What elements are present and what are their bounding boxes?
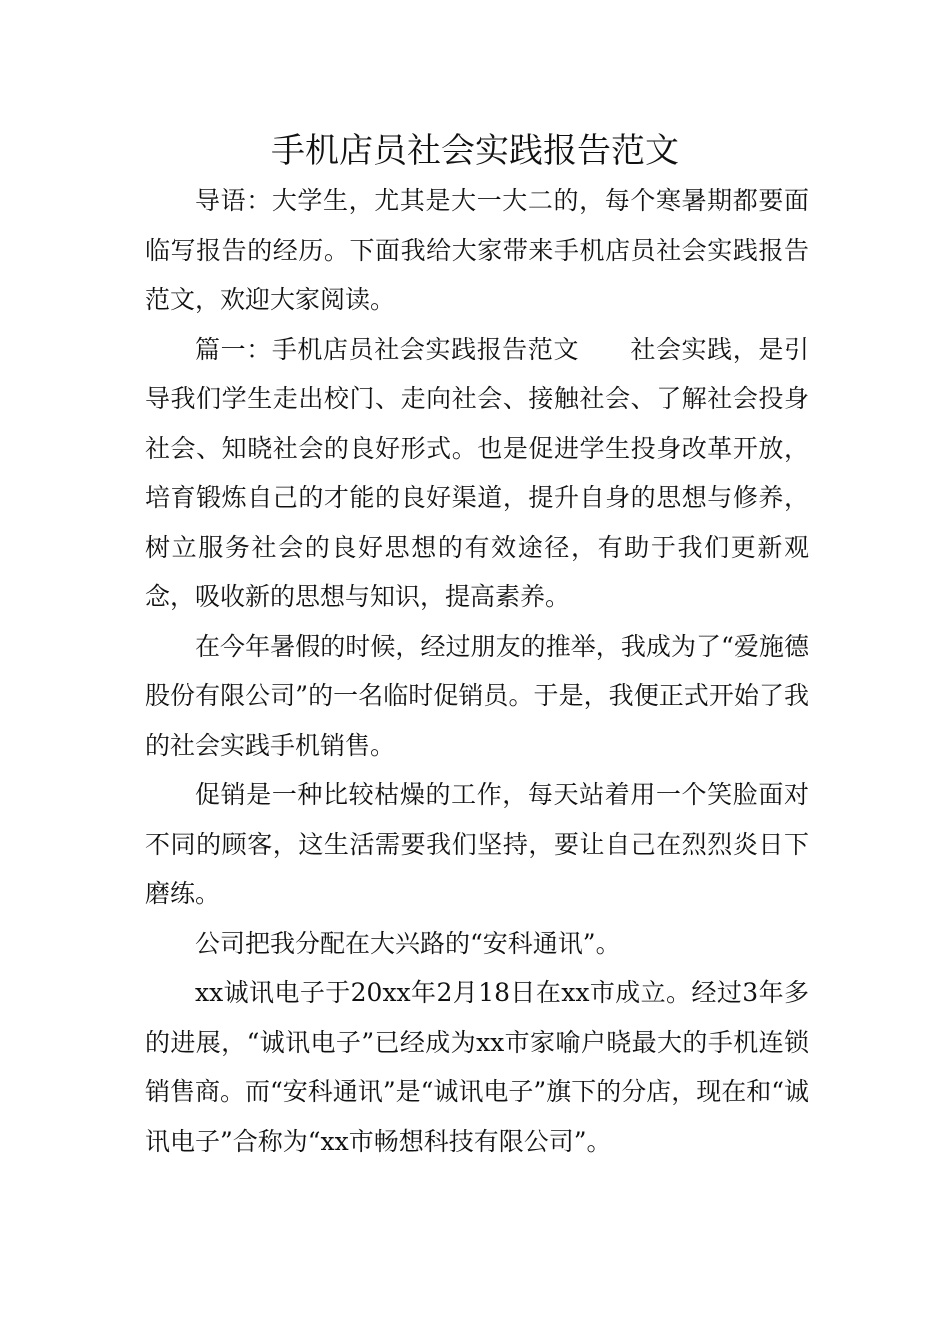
paragraph-part-one: 篇一：手机店员社会实践报告范文 社会实践，是引导我们学生走出校门、走向社会、接触社会、了解社会投身社会、知晓社会的良好形式。也是促进学生投身改革开放，培育锻炼自己的才能的良好渠道，提升自身的思想与修养，树立服务社会的良好思想的有效途径，有助于我们更新观念，吸收新的思想与知识，提高素养。 xyxy=(145,334,809,611)
document-title: 手机店员社会实践报告范文 xyxy=(271,131,679,171)
paragraph-summer-job: 在今年暑假的时候，经过朋友的推举，我成为了“爱施德股份有限公司”的一名临时促销员。于是，我便正式开始了我的社会实践手机销售。 xyxy=(145,631,809,760)
paragraph-intro: 导语：大学生，尤其是大一大二的，每个寒暑期都要面临写报告的经历。下面我给大家带来手机店员社会实践报告范文，欢迎大家阅读。 xyxy=(145,186,809,314)
paragraph-promotion: 促销是一种比较枯燥的工作，每天站着用一个笑脸面对不同的顾客，这生活需要我们坚持，要让自己在烈烈炎日下磨练。 xyxy=(145,780,809,908)
document-body xyxy=(145,176,809,1166)
paragraph-company: xx诚讯电子于20xx年2月18日在xx市成立。经过3年多的进展，“诚讯电子”已经成为xx市家喻户晓最大的手机连锁销售商。而“安科通讯”是“诚讯电子”旗下的分店，现在和“诚讯电子”合称为“xx市畅想科技有限公司”。 xyxy=(145,978,809,1156)
paragraph-assignment: 公司把我分配在大兴路的“安科通讯”。 xyxy=(195,928,621,958)
